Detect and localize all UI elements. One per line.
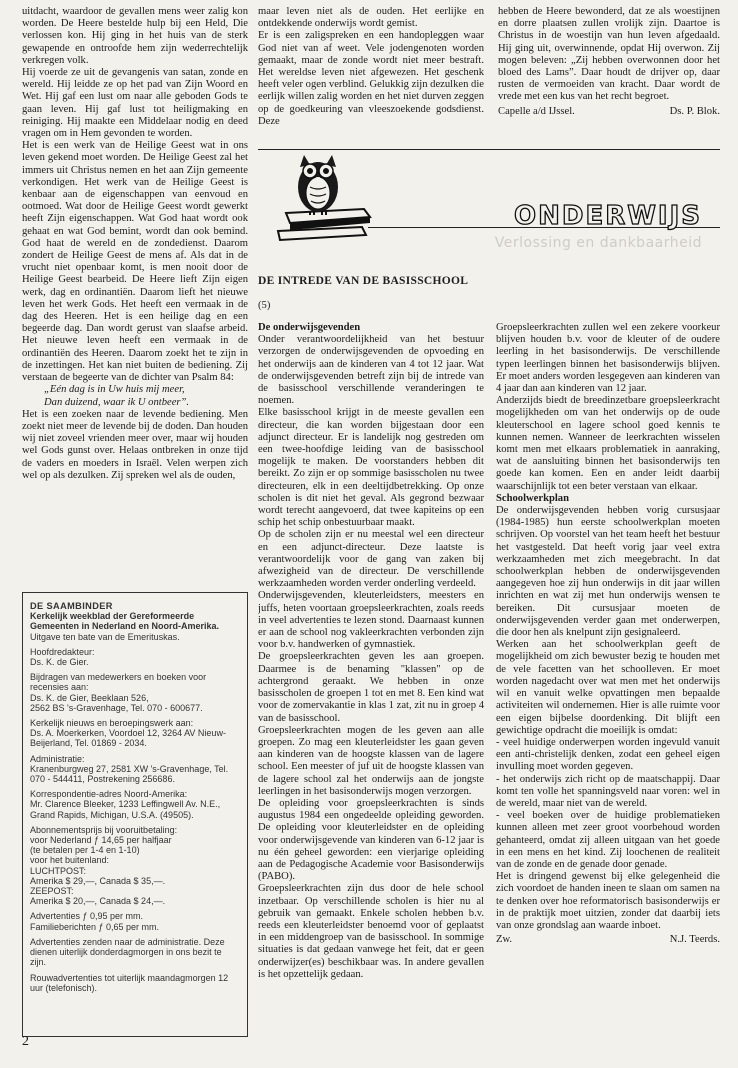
masthead-text: Advertenties ƒ 0,95 per mm. bbox=[30, 911, 144, 922]
masthead-text: Abonnementsprijs bij vooruitbetaling: bbox=[30, 824, 178, 835]
article-paragraph: Anderzijds biedt de breedinzetbare groepsleerkracht mogelijkheden om van het onderwijs op de oude kleuterschool en lagere school goed kennis te kunnen nemen. Wanneer de leerkrachten wisselen komt men met elkaars problematiek in aanraking, wat de aansluiting binnen het basisonderwijs ten goede kan komen. Een en ander leidt daarbij waarschijnlijk tot een beter verstaan van elkaar. bbox=[496, 395, 720, 492]
masthead-block bbox=[30, 789, 240, 820]
masthead-text: Amerika $ 20,—, Canada $ 24,—. bbox=[30, 896, 166, 907]
article-column-right bbox=[496, 322, 720, 1037]
section-title: ONDERWIJS bbox=[514, 201, 702, 231]
masthead-line: Uitgave ten bate van de Emerituskas. bbox=[30, 631, 180, 642]
sermon-column-middle bbox=[258, 6, 484, 136]
masthead-box bbox=[22, 592, 248, 1037]
masthead-text: Administratie: bbox=[30, 753, 85, 764]
sermon-column-right bbox=[498, 6, 720, 136]
article-column-left bbox=[258, 322, 484, 1037]
article-paragraph: De groepsleerkrachten geven les aan groepen. Daarmee is de benaming "klassen" op de achtergrond geraakt. We hebben in onze basisscholen de groepen 1 tot en met 8. Een kind wat voor de zomervakantie in klas 1 zat, zit nu in groep 4 van de basisschool. bbox=[258, 651, 484, 724]
masthead-text: Kranenburgweg 27, 2581 XW 's-Gravenhage, Tel. 070 - 544411, Postrekening 256686. bbox=[30, 763, 229, 785]
masthead-text: LUCHTPOST: bbox=[30, 865, 87, 876]
article-part-number: (5) bbox=[258, 300, 271, 311]
article-paragraph: De opleiding voor groepsleerkrachten is sinds augustus 1984 een ongedeelde opleiding geworden. De opleiding voor kleuterleidster en de opleiding voor onderwijsgevende van kinderen van 6-12 jaar is nu één geheel geworden: een vierjarige opleiding aan de Pedagogische Academie voor Basisonderwijs (PABO). bbox=[258, 797, 484, 883]
masthead-text: Ds. K. de Gier. bbox=[30, 657, 89, 668]
article-paragraph: Groepsleerkrachten zullen wel een zekere voorkeur blijven houden b.v. voor de kleuter of de oudere leerling in het basisonderwijs. De verschillende typen leerlingen binnen het basisonderwijs blijven. Er moet anders worden lesgegeven aan kinderen van 4 jaar dan aan kinderen van 12 jaar. bbox=[496, 322, 720, 395]
signature-author: Ds. P. Blok. bbox=[669, 105, 720, 117]
bleed-through-text: Verlossing en dankbaarheid bbox=[494, 235, 702, 251]
signature-author: N.J. Teerds. bbox=[669, 934, 720, 946]
masthead-text: voor Nederland ƒ 14,65 per halfjaar bbox=[30, 835, 172, 846]
article-paragraph: Groepsleerkrachten zijn dus door de hele school inzetbaar. Op verschillende scholen is hier nu al gebruik van gemaakt. Enkele scholen hebben b.v. reeds een kleuterleidster benoemd voor of geplaatst in een middengroep van de basisschool. In sommige situaties is dat gedaan vanwege het feit, dat er geen onderwijzer(es) beschikbaar was. In andere gevallen is het opzettelijk gedaan. bbox=[258, 883, 484, 980]
masthead-text: Ds. A. Moerkerken, Voordoel 12, 3264 AV Nieuw-Beijerland, Tel. 01869 - 2034. bbox=[30, 728, 226, 749]
article-paragraph: Onder verantwoordelijkheid van het bestuur verzorgen de onderwijsgevenden de opvoeding en het onderwijs aan de kinderen van 4 tot 12 jaar. Wat de onderwijsgevenden betreft zijn bij de intrede van de basisschool verschillende veranderingen te noemen. bbox=[258, 334, 484, 407]
article-list-item: - veel boeken over de huidige problematieken kunnen alleen met zeer groot voorbehoud worden gehanteerd, omdat zij alleen uitgaan van het goede in een mens en het kind. Zij loochenen de realiteit van de zonde en de genade door genade. bbox=[496, 810, 720, 870]
masthead-block bbox=[30, 647, 240, 667]
section-banner bbox=[258, 143, 720, 253]
article-paragraph: De onderwijsgevenden hebben vorig cursusjaar (1984-1985) hun eerste schoolwerkplan moeten schrijven. Op voorstel van het team heeft het bestuur het vastgesteld. Dat heeft vorig jaar veel extra werkzaamheden met zich meegebracht. In dat schoolwerkplan hebben de onderwijsgevenden aangegeven hoe zij hun onderwijs in dit jaar willen inrichten en wat zij met hun onderwijs wensen te bereiken. Dit cursusjaar moeten de onderwijsgevenden verder gaan met onderwerpen, die door hen als knelpunt zijn gesignaleerd. bbox=[496, 505, 720, 639]
sermon-paragraph: maar leven niet als de ouden. Het eerlijke en ontdekkende onderwijs wordt gemist. bbox=[258, 6, 484, 30]
masthead-block bbox=[30, 754, 240, 785]
masthead-text: voor het buitenland: bbox=[30, 855, 110, 866]
masthead-block bbox=[30, 973, 240, 993]
article-list-item: - veel huidige onderwerpen worden ingevuld vanuit een anti-christelijk denken, zodat een geheel eigen invulling moet worden gegeven. bbox=[496, 736, 720, 773]
article-subheading: De onderwijsgevenden bbox=[258, 322, 361, 333]
masthead-text: Ds. K. de Gier, Beeklaan 526, bbox=[30, 692, 149, 703]
article-paragraph: Het is dringend gewenst bij elke gelegenheid die zich voordoet de handen ineen te slaan om samen na te denken over hoe reformatorisch basisonderwijs er in de praktijk moet uitzien, zonder dat daarbij iets van onze grondslag aan waarde inboet. bbox=[496, 871, 720, 931]
masthead-block bbox=[30, 825, 240, 907]
psalm-quote-line: „Eén dag is in Uw huis mij meer, bbox=[44, 384, 185, 396]
article-paragraph: Onderwijsgevenden, kleuterleidsters, meesters en juffs, heten voortaan groepsleerkrachten, zoals reeds in veel advertenties te lezen stond. Daarnaast kunnen er aan de school nog vakleerkrachten verbonden zijn voor b.v. handwerken of gymnastiek. bbox=[258, 590, 484, 651]
masthead-text: ZEEPOST: bbox=[30, 886, 74, 897]
masthead-title: DE SAAMBINDER bbox=[30, 601, 113, 611]
article-subheading: Schoolwerkplan bbox=[496, 492, 569, 504]
sermon-paragraph: Er is een zaligspreken en een handopleggen waar God niet van af weet. Vele jodengenoten worden gemaakt, maar de zonde wordt niet meer bestraft. Het wereldse leven niet afgewezen. Het geschenk heeft veler ogen verblind. Gelukkig zijn dezulken die eerlijk willen zalig worden en het niet durven zeggen op de goedkeuring van vleeszoekende godsdienst. Deze bbox=[258, 30, 484, 127]
signature-place: Capelle a/d IJssel. bbox=[498, 105, 575, 117]
sermon-column-left bbox=[22, 6, 248, 578]
masthead-text: Rouwadvertenties tot uiterlijk maandagmorgen 12 uur (telefonisch). bbox=[30, 972, 229, 993]
sermon-signature bbox=[498, 106, 720, 118]
sermon-paragraph: hebben de Heere bewonderd, dat ze als woestijnen en dorre plaatsen zullen vrolijk zijn. Daartoe is Christus in de woestijn van hun leven afgedaald. Hij ging uit, overwinnende, opdat Hij overwon. Zij mogen beleven: „Zij hebben overwonnen door het bloed des Lams”. Daar houdt de drijver op, daar rusten de vermoeiden van kracht. Daar wordt de vrede met een kus van het recht begroet. bbox=[498, 6, 720, 103]
masthead-text: Mr. Clarence Bleeker, 1233 Leffingwell Av. N.E., Grand Rapids, Michigan, U.S.A. (49505). bbox=[30, 799, 221, 820]
masthead-text: Bijdragen van medewerkers en boeken voor recensies aan: bbox=[30, 672, 207, 693]
masthead-block bbox=[30, 672, 240, 713]
masthead-text: Advertenties zenden naar de administratie. Deze dienen uiterlijk donderdagmorgen in ons bezit te zijn. bbox=[30, 936, 225, 968]
page-number: 2 bbox=[22, 1034, 29, 1049]
masthead-subtitle: Kerkelijk weekblad der Gereformeerde Gemeenten in Nederland en Noord-Amerika. bbox=[30, 611, 220, 632]
masthead-block bbox=[30, 937, 240, 968]
article-paragraph: Werken aan het schoolwerkplan geeft de mogelijkheid om zich bewuster bezig te houden met de vele facetten van het schoolleven. Er moet worden nagedacht over wat men met het onderwijs wil en vanuit welke opvattingen men bepaalde activiteiten wil ondernemen. Hier is alle ruimte voor een eigen bijbelse doordenking. Dit blijft een gewichtige opdracht die moeilijk is omdat: bbox=[496, 639, 720, 736]
masthead-block bbox=[30, 718, 240, 749]
masthead-block bbox=[30, 911, 240, 931]
sermon-paragraph: Het is een zoeken naar de levende bediening. Men zoekt niet meer de levende bij de doden. Dan houden wij niet zoveel vrienden meer over, maar wij houden wel Gods gunst over. Helaas ontbreken in onze tijd de vaders en moeders in Israël. Velen werpen zich wel op als dezulken. Zij spreken wel als de ouden, bbox=[22, 408, 248, 481]
masthead-text: Korrespondentie-adres Noord-Amerika: bbox=[30, 789, 188, 800]
masthead-text: (te betalen per 1-4 en 1-10) bbox=[30, 845, 140, 856]
signature-place: Zw. bbox=[496, 934, 513, 946]
masthead-text: Kerkelijk nieuws en beroepingswerk aan: bbox=[30, 718, 194, 729]
article-paragraph: Elke basisschool krijgt in de meeste gevallen een directeur, die kan worden bijgestaan door een adjunct directeur. Er is landelijk nog gestreden om een twee-hoofdige leiding van de basisschool mogelijk te maken. De voorstanders hebben dit bereikt. Zo zijn er op sommige basisscholen nu twee directeuren, elk in een deeltijdbetrekking. Op onze scholen is dit niet het geval. Als gegrond bezwaar wordt terecht aangevoerd, dat twee kapiteins op een schip het schip onbestuurbaar maakt. bbox=[258, 407, 484, 529]
article-signature bbox=[496, 934, 720, 946]
article-paragraph: Op de scholen zijn er nu meestal wel een directeur en een adjunct-directeur. Deze laatste is verantwoordelijk voor de gang van zaken bij afwezigheid van de directeur. De verschillende werkzaamheden worden verder onderling verdeeld. bbox=[258, 529, 484, 590]
psalm-quote-line: Dan duizend, waar ik U ontbeer”. bbox=[44, 396, 190, 408]
sermon-paragraph: Hij voerde ze uit de gevangenis van satan, zonde en wereld. Hij leidde ze op het pad van Zijn Woord en Wet. Hij gaf een lust om naar alle geboden Gods te gaan leven. Hij gaf lust tot heiligmaking en reiniging. Hij maakte een Middelaar nodig en deed vragen om in Hem gevonden te worden. bbox=[22, 67, 248, 140]
article-paragraph: Groepsleerkrachten mogen de les geven aan alle groepen. Zo mag een kleuterleidster les gaan geven aan kinderen van de hoogste klassen van de lagere school. Een meester of juf uit de hoogste klassen van de lagere school zal het onderwijs aan de jongste leerlingen in het basisonderwijs mogen verzorgen. bbox=[258, 724, 484, 797]
article-list-item: - het onderwijs zich richt op de maatschappij. Daar komt ten volle het spanningsveld naar voren: wel in de wereld, maar niet van de wereld. bbox=[496, 773, 720, 809]
masthead-text: Hoofdredakteur: bbox=[30, 646, 95, 657]
owl-on-books-icon bbox=[266, 147, 376, 245]
masthead-text: Familieberichten ƒ 0,65 per mm. bbox=[30, 921, 160, 932]
sermon-paragraph: uitdacht, waardoor de gevallen mens weer zalig kon worden. De Heere bestelde hulp bij een Held, Die verlossen kon. Hij ging in het huis van de sterk gewapende en ontroofde hem zijn wederrechtelijk verkregen volk. bbox=[22, 6, 248, 66]
masthead-text: Amerika $ 29,—, Canada $ 35,—. bbox=[30, 875, 166, 886]
masthead-text: 2562 BS 's-Gravenhage, Tel. 070 - 600677. bbox=[30, 702, 203, 713]
article-title: DE INTREDE VAN DE BASISSCHOOL bbox=[258, 275, 469, 287]
sermon-paragraph: Het is een werk van de Heilige Geest wat in ons leven gekend moet worden. De Heilige Geest zal het immers uit Christus nemen en het aan Zijn gemeente verkondigen. Het werk van de Heilige Geest is kenbaar aan de eigenschappen van eenvoud en ootmoed. Wat door de Heilige Geest wordt gewerkt heeft Zijn eigenschappen. Wat God haat wordt ook gehaat en wat God bemint, wordt dan ook bemind. God haat de wereld en de zondedienst. Daarom zondert de Heilige Geest de mens af. Als dat in de vrucht niet openbaar komt, is men nooit door de Heilige Geest bearbeid. De Heere lieft Zijn eigen werk, dag en ordinantiën. Daarom lieft het nieuwe leven het werk Gods. Het heeft een vermaak in de dag des Heeren. Het is een heilige dag en een begeerde dag. Dan wordt gerust van slaafse arbeid. Het nieuwe leven heeft een vermaak in de ordinantiën des Heeren. Daarom zoekt het te zijn in de inzettingen. Het kan niet buiten de bediening. Zij verstaan de begeerte van de dichter van Psalm 84: bbox=[22, 140, 248, 384]
